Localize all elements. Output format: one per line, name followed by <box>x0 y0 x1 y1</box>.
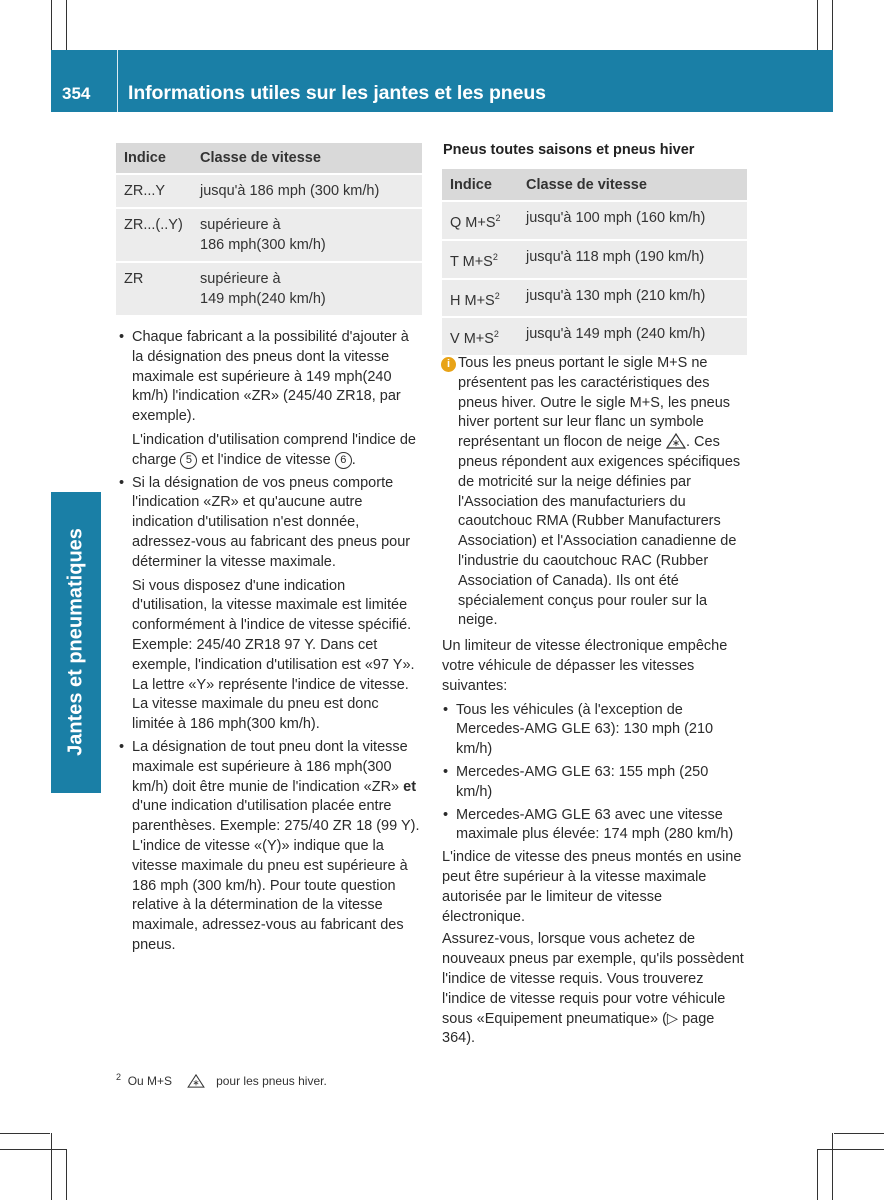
speed-index-table <box>116 143 422 317</box>
table-header-row <box>116 143 422 174</box>
header-divider <box>117 50 118 112</box>
crop-mark <box>66 1149 67 1200</box>
bullet-item: • Mercedes-AMG GLE 63: 155 mph (250 km/h) <box>442 763 748 803</box>
table-row <box>442 317 747 356</box>
body-paragraph: L'indice de vitesse des pneus montés en usine peut être supérieur à la vitesse maximale autorisée par le limiteur de vitesse électronique. <box>442 849 742 925</box>
crop-mark <box>818 1149 884 1150</box>
index-cell: H $M+S^2$ <box>442 279 518 318</box>
speed-cell: jusqu'à 149 mph (240 km/h) <box>518 317 747 356</box>
table-row <box>116 208 422 262</box>
bullet-item: • Mercedes-AMG GLE 63 avec une vitesse maximale plus élevée: 174 mph (280 km/h) <box>442 806 748 846</box>
speed-cell: jusqu'à 118 mph (190 km/h) <box>518 240 747 279</box>
snowflake-mountain-icon <box>187 1074 205 1088</box>
table-header-row <box>442 169 747 201</box>
callout-number: 5 <box>180 452 197 469</box>
crop-mark <box>0 1133 50 1134</box>
column-header-speed: Classe de vitesse <box>192 143 422 174</box>
bullet-sub-paragraph: Si vous disposez d'une indication d'utilisation, la vitesse maximale est limitée conformément à l'indice de vitesse spécifié. Exemple: 245/40 ZR18 97 Y. Dans cet exemple, l'indication d'utilisation est «97 Y». La lettre «Y» représente l'indice de vitesse. La vitesse maximale du pneu est donc limitée à 186 mph(300 km/h). <box>132 577 415 733</box>
crop-mark <box>51 0 52 50</box>
column-header-index: Indice <box>442 169 518 201</box>
table-row <box>116 174 422 208</box>
crop-mark <box>834 1133 884 1134</box>
page-reference-link[interactable]: (▷ page 364). <box>442 1010 715 1047</box>
table-row <box>442 201 747 240</box>
index-cell: ZR...(..Y) <box>116 208 192 262</box>
speed-cell: supérieure à 186 mph(300 km/h) <box>192 208 422 262</box>
crop-mark <box>832 1133 833 1200</box>
speed-cell: supérieure à 149 mph(240 km/h) <box>192 262 422 316</box>
section-title: Pneus toutes saisons et pneus hiver <box>443 142 695 158</box>
info-note: i Tous les pneus portant le sigle M+S ne présentent pas les caractéristiques des pneus hiver. Outre le sigle M+S, les pneus hiver portent sur leur flanc un symbole représentant un flocon de neige . Ces pneus répondent aux exigences spécifiques de motricité sur la neige définies par l'Association des manufacturiers du caoutchouc RMA (Rubber Manufacturers Association) et l'Association canadienne de l'industrie du caoutchouc RAC (Rubber Association of Canada). Ils ont été spécialement conçus pour rouler sur la neige. <box>442 354 748 631</box>
speed-cell: jusqu'à 130 mph (210 km/h) <box>518 279 747 318</box>
crop-mark <box>832 0 833 50</box>
snowflake-mountain-icon <box>666 433 686 449</box>
callout-number: 6 <box>335 452 352 469</box>
bullet-item: • La désignation de tout pneu dont la vitesse maximale est supérieure à 186 mph(300 km/h) doit être munie de l'indication «ZR» et d'une indication d'utilisation placée entre parenthèses. Exemple: 275/40 ZR 18 (99 Y). L'indice de vitesse «(Y)» indique que la vitesse maximale du pneu est supérieure à 186 mph (300 km/h). Pour toute question relative à la détermination de la vitesse maximale, adressez-vous au fabricant des pneus. <box>118 738 424 956</box>
index-cell: Q $M+S^2$ <box>442 201 518 240</box>
bullet-item: • Chaque fabricant a la possibilité d'ajouter à la désignation des pneus dont la vitesse maximale est supérieure à 149 mph(240 km/h) l'indication «ZR» (245/40 ZR18, par exemple). <box>118 328 424 427</box>
table-row <box>442 279 747 318</box>
speed-cell: jusqu'à 186 mph (300 km/h) <box>192 174 422 208</box>
crop-mark <box>817 1149 818 1200</box>
column-header-index: Indice <box>116 143 192 174</box>
bullet-item: • Si la désignation de vos pneus comporte l'indication «ZR» et qu'aucune autre indication d'utilisation n'est donnée, adressez-vous au fabricant des pneus pour déterminer la vitesse maximale. <box>118 474 424 573</box>
index-cell: V $M+S^2$ <box>442 317 518 356</box>
index-cell: T $M+S^2$ <box>442 240 518 279</box>
winter-tire-table <box>442 169 747 357</box>
body-paragraph: Un limiteur de vitesse électronique empêche votre véhicule de dépasser les vitesses suivantes: <box>442 638 728 694</box>
bullet-sub-paragraph: L'indication d'utilisation comprend l'indice de charge 5 et l'indice de vitesse 6 . <box>132 431 416 468</box>
crop-mark <box>0 1149 66 1150</box>
table-row <box>442 240 747 279</box>
chapter-tab-label: Jantes et pneumatiques <box>64 528 87 756</box>
column-header-speed: Classe de vitesse <box>518 169 747 201</box>
page-number: 354 <box>62 84 91 103</box>
crop-mark <box>817 0 818 50</box>
page-title: Informations utiles sur les jantes et les pneus <box>128 82 546 104</box>
chapter-tab <box>51 492 101 793</box>
speed-cell: jusqu'à 100 mph (160 km/h) <box>518 201 747 240</box>
crop-mark <box>51 1133 52 1200</box>
index-cell: ZR...Y <box>116 174 192 208</box>
bullet-item: • Tous les véhicules (à l'exception de Mercedes-AMG GLE 63): 130 mph (210 km/h) <box>442 701 748 760</box>
body-paragraph: Assurez-vous, lorsque vous achetez de nouveaux pneus par exemple, qu'ils possèdent l'indice de vitesse requis. Vous trouverez l'indice de vitesse requis pour votre véhicule sous «Equipement pneumatique» (▷ page 364). <box>442 931 744 1047</box>
footnote: $^2$ Ou M+S pour les pneus hiver. <box>116 1072 327 1088</box>
left-column-text <box>118 328 424 956</box>
info-icon: i <box>441 357 456 372</box>
table-row <box>116 262 422 316</box>
right-column-text <box>442 354 748 1049</box>
index-cell: ZR <box>116 262 192 316</box>
crop-mark <box>66 0 67 50</box>
